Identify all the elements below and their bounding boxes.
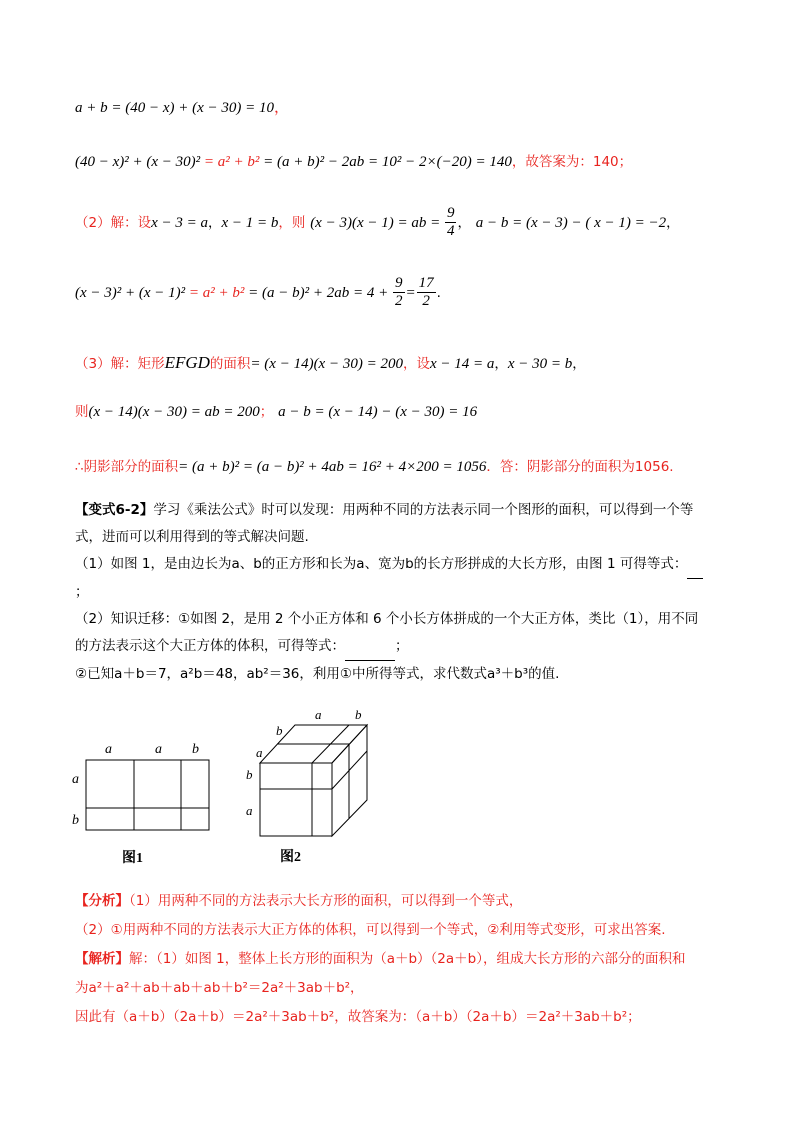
sub-a-3: x − 14 = a [429,356,495,372]
problem-block: 【变式6-2】学习《乘法公式》时可以发现：用两种不同的方法表示同一个图形的面积，可以得到一个等 式，进而可以利用得到的等式解决问题. （1）如图 1，是由边长为a、b的正方形和长为a、宽为b的长方形拼成的大长方形，由图 1 可得等式： ； （2）知识迁移：①如图 2，是用 2 个小正方体和 6 个小长方体拼成的一个大正方体，类比（1），用不同 的方法表示这个大正方体的体积，可得等式： ； ②已知a＋b＝7，a²b＝48，ab²＝36，利用①中所得等式，求代数式a³＋b³的值. [75,497,725,688]
solution-line-7 [75,455,674,476]
product-ab-3: (x − 14)(x − 30) = ab = 200 [88,404,260,420]
difference-a-b-3: a − b = (x − 14) − (x − 30) = 16 [278,404,478,420]
solution-line-1 [75,96,289,117]
sub-b-3: x − 30 = b [507,356,573,372]
fraction-9-4: $\frac{9}{4}$ [446,205,455,240]
fig1-side-label-1: a [72,772,79,787]
solution-tag: 【解析】 [75,951,129,967]
question-1: （1）如图 1，是由边长为a、b的正方形和长为a、宽为b的长方形拼成的大长方形，由图 1 可得等式： [75,556,688,572]
part-2-label: （2）解：设 [75,214,152,231]
fig2-top-label-1: a [315,707,322,722]
problem-intro-2: 式，进而可以利用得到的等式解决问题. [75,529,309,545]
fraction-9-2: $\frac{9}{2}$ [395,275,403,310]
fig1-grid [86,760,209,830]
fig2-side-label-2: a [246,803,253,818]
fig1-top-label-2: a [155,742,162,757]
sum-of-squares-result: = (a + b)² − 2ab = 10² − 2×(−20) = 140 [263,154,512,170]
then-label: ，则 [278,214,306,231]
squares-sub-2: = a² + b² [185,284,249,301]
fraction-17-2: $\frac{17}{2}$ [418,275,434,310]
figure-1 [60,735,230,870]
product-ab: (x − 3)(x − 1) = ab = [310,214,444,231]
question-1-tail: ； [75,584,89,600]
fig1-top-label-1: a [105,742,112,757]
fig2-side-label-1: b [246,767,253,782]
problem-tag: 【变式6-2】 [75,502,154,518]
difference-a-b: a − b = (x − 3) − ( x − 1) = −2 [475,214,667,231]
solution-line-2 [75,150,632,171]
area-label: 的面积 [209,356,251,372]
area-equation: = (x − 14)(x − 30) = 200 [250,356,403,372]
blank-1 [687,551,703,579]
fig1-top-label-3: b [192,742,199,757]
shaded-area-label: ∴阴影部分的面积 [75,459,179,475]
fig2-diag-label-1: b [276,723,283,738]
fig2-caption: 图2 [280,850,301,865]
sum-of-squares-sub: = a² + b² [200,154,264,170]
squares-result-2: = (a − b)² + 2ab = 4 + [248,284,393,301]
figure-2 [240,705,385,865]
question-3: ②已知a＋b＝7，a²b＝48，ab²＝36，利用①中所得等式，求代数式a³＋b³的值. [75,666,560,682]
rect-name: EFGD [164,353,210,372]
solution-text-2: 为a²＋a²＋ab＋ab＋ab＋b²＝2a²＋3ab＋b²， [75,980,364,996]
solution-text-3: 因此有（a＋b）（2a＋b）＝2a²＋3ab＋b²，故答案为：（a＋b）（2a＋b）＝2a²＋3ab＋b²； [75,1009,641,1025]
analysis-2: （2）①用两种不同的方法表示大正方体的体积，可以得到一个等式，②利用等式变形，可求出答案. [75,922,666,938]
equation-a-plus-b: a + b = (40 − x) + (x − 30) = 10 [75,100,275,116]
sum-of-squares-expr: (40 − x)² + (x − 30)² [75,154,201,170]
solution-line-4: (x − 3)² + (x − 1)² = a² + b² = (a − b)² + 2ab = 4 + $\frac{9}{2}$ = $\frac{17}{2}$ . [75,275,441,310]
final-answer: ．答：阴影部分的面积为1056. [486,459,674,475]
sub-a: x − 3 = a [151,214,208,231]
then-label-3: 则 [75,404,89,420]
squares-expr-2: (x − 3)² + (x − 1)² [75,284,186,301]
fig2-top-label-2: b [355,707,362,722]
sub-b: x − 1 = b [221,214,279,231]
part-3-label: （3）解：矩形 [75,356,165,372]
answer-part-1: ，故答案为：140； [511,154,633,170]
question-2: （2）知识迁移：①如图 2，是用 2 个小正方体和 6 个小长方体拼成的一个大正方体，类比（1），用不同 [75,611,699,627]
set-label: ，设 [402,356,430,372]
question-2b: 的方法表示这个大正方体的体积，可得等式： [75,638,345,654]
solution-text-1: 解：（1）如图 1，整体上长方形的面积为（a＋b）（2a＋b），组成大长方形的六部分的面积和 [129,951,686,967]
analysis-1: （1）用两种不同的方法表示大长方形的面积，可以得到一个等式， [129,893,523,909]
blank-2 [345,633,395,661]
fig1-caption: 图1 [122,851,143,866]
solution-line-5: （3）解：矩形EFGD的面积= (x − 14)(x − 30) = 200，设x − 14 = a，x − 30 = b， [75,353,586,372]
analysis-tag: 【分析】 [75,893,129,909]
solution-line-3: （2）解：设x − 3 = a，x − 1 = b，则 (x − 3)(x − 1) = ab = $\frac{9}{4}$ ， a − b = (x − 3) − ( x − 1) = −2， [75,205,680,240]
solution-line-6: 则(x − 14)(x − 30) = ab = 200； a − b = (x − 14) − (x − 30) = 16 [75,404,478,420]
fig2-cube [260,725,367,836]
analysis-block [75,887,725,1032]
shaded-area-equation: = (a + b)² = (a − b)² + 4ab = 16² + 4×200 = 1056 [178,459,487,475]
fig1-side-label-2: b [72,813,79,828]
line-end-comma: ， [274,98,290,116]
problem-intro: 学习《乘法公式》时可以发现：用两种不同的方法表示同一个图形的面积，可以得到一个等 [153,502,694,518]
fig2-diag-label-2: a [256,745,263,760]
